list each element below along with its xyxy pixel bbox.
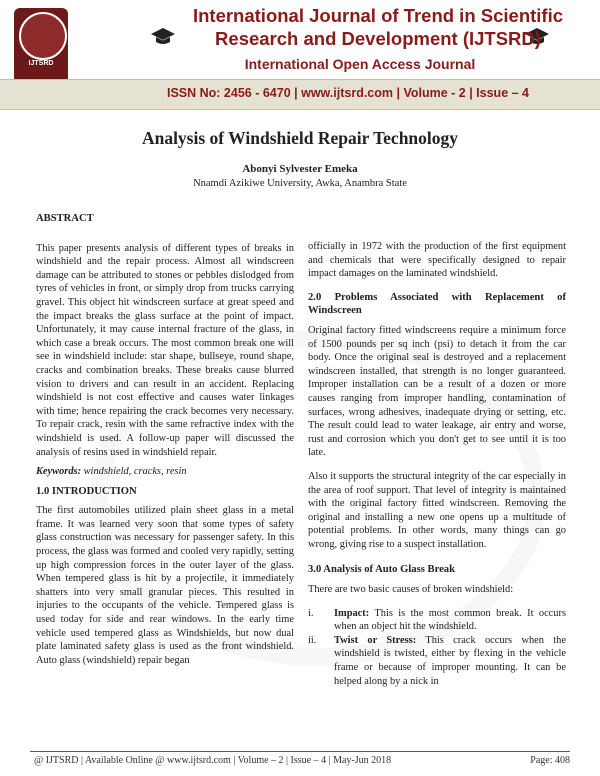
- journal-name-line2: Research and Development (IJTSRD): [215, 28, 541, 49]
- section-2-paragraph-1: Original factory fitted windscreens require a minimum force of 1500 pounds per sq inch (psi) to detach it from the car body. Once the original seal is destroyed and a replacement windscreen installed, that strength is no longer guaranteed. Improper installation can be a result of a dozen or more causes ranging from improper handling, contamination of surfaces, wrong adhesives, inadequate drying or setting, etc. The result could lead to water leakage, air entry and worse, rust and corrosion which you don't get to see until it is too late.: [308, 324, 566, 459]
- keywords-label: Keywords:: [36, 466, 82, 478]
- keywords-text: windshield, cracks, resin: [81, 466, 187, 478]
- abstract-text: This paper presents analysis of different types of breaks in windshield and the repair process. Almost all windscreen damage can be attributed to stones or pebbles dislodged from tyres of vehicles in front, or simply drop from trucks carrying gravel. This object hit windscreen surface at great speed and the impact breaks the glass surface at the point of impact. Unfortunately, it may cause internal fracture of the glass, in which case a break occurs. The most common break one will see in windshield include: star shape, bullseye, round shape, cracks and combination breaks. These breaks cause blurred vision to drivers and can result in an accident. Replacing windshield is not cost effective and causes water linkages with time; hence repairing the crack becomes very necessary. To repair crack, resin with the same refractive index with the windshield is used. A follow-up paper will discussed the analysis of resins used in windshield repair.: [36, 242, 294, 458]
- graduation-cap-icon: [150, 26, 176, 46]
- keywords: [36, 465, 294, 479]
- logo-text: IJTSRD: [28, 60, 54, 67]
- abstract-heading: ABSTRACT: [36, 213, 94, 224]
- paper-title: Analysis of Windshield Repair Technology: [141, 128, 459, 148]
- footer-citation: @ IJTSRD | Available Online @ www.ijtsrd.com | Volume – 2 | Issue – 4 | May-Jun 2018: [34, 755, 392, 766]
- list-description: This crack occurs when the windshield is twisted, either by flexing in the vehicle frame or because of improper mounting. It can be helped along by a nick in: [334, 634, 566, 687]
- continued-text: officially in 1972 with the production of the first equipment and chemicals that were specifically designed to repair impact damages on the laminated windshield.: [308, 241, 566, 280]
- section-3-intro: There are two basic causes of broken windshield:: [308, 584, 514, 596]
- logo-emblem: [19, 12, 67, 60]
- list-item: [308, 607, 566, 634]
- list-term: Impact:: [334, 607, 370, 619]
- footer-divider: [30, 751, 570, 752]
- open-access-label: International Open Access Journal: [244, 56, 476, 72]
- journal-header: [0, 0, 600, 112]
- section-3-heading: 3.0 Analysis of Auto Glass Break: [308, 564, 455, 576]
- right-column: [308, 240, 566, 688]
- introduction-text: The first automobiles utilized plain sheet glass in a metal frame. It was learned very soon that some types of safety glass construction was necessary for passenger safety. In this process, the glass was formed and cooled very rapidly, setting up high compression forces in the outer layer of the glass. When tempered glass is hit by a projectile, it immediately shatters into very small granular pieces. This resulted in injuries to the occupants of the vehicle. Tempered glass is used today for side and rear windows. In the early time vehicle used tempered glass as Windshields, but now dual plate laminated safety glass is used as the front windshield. Auto glass (windshield) repair began: [36, 505, 294, 666]
- list-number: ii.: [308, 634, 317, 646]
- journal-name-line1: International Journal of Trend in Scientific: [192, 5, 564, 26]
- list-description: This is the most common break. It occurs when an object hit the windshield.: [334, 607, 566, 633]
- section-2-paragraph-2: Also it supports the structural integrity of the car especially in the area of roof support. That level of integrity is maintained with the original factory fitted windscreen. Removing the original and installing a new one opens up a multitude of potential problems. In other words, many things can go wrong, giving rise to a suspect installation.: [308, 470, 566, 550]
- author-name: Abonyi Sylvester Emeka: [242, 163, 358, 175]
- list-text: [334, 607, 566, 634]
- introduction-heading: 1.0 INTRODUCTION: [36, 485, 137, 497]
- list-number: i.: [308, 607, 314, 619]
- section-2-heading: 2.0 Problems Associated with Replacement of Windscreen: [308, 291, 566, 317]
- list-term: Twist or Stress:: [334, 634, 417, 646]
- author-affiliation: Nnamdi Azikiwe University, Awka, Anambra State: [193, 178, 407, 189]
- list-item: [308, 634, 566, 688]
- issn-line: ISSN No: 2456 - 6470 | www.ijtsrd.com | Volume - 2 | Issue – 4: [166, 86, 529, 100]
- journal-name: [188, 4, 568, 50]
- page-number: Page: 408: [530, 755, 570, 766]
- list-text: [334, 634, 566, 688]
- left-column: [36, 212, 294, 673]
- page-footer: [34, 755, 570, 766]
